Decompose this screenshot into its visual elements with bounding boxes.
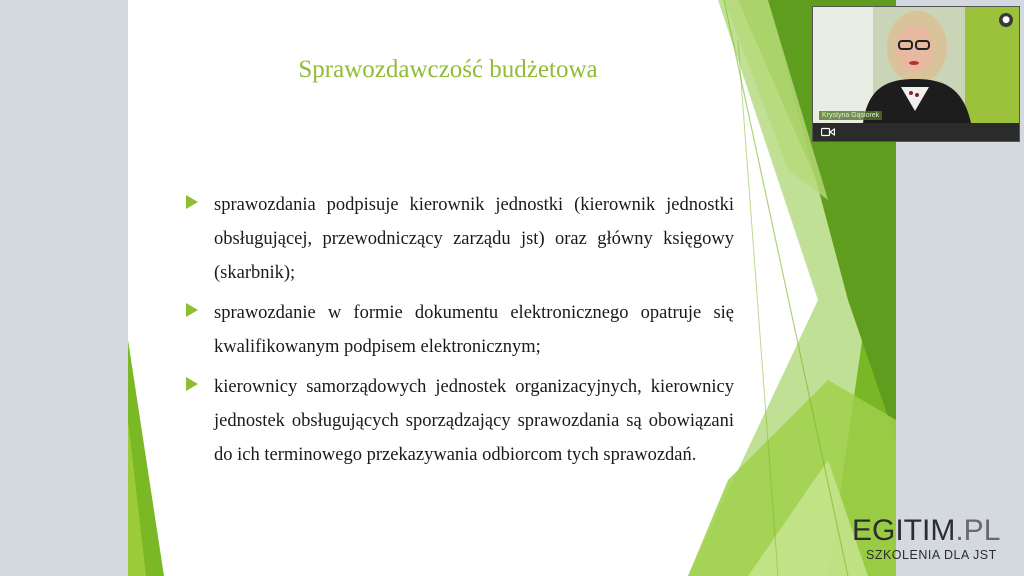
bullet-text: sprawozdanie w formie dokumentu elektronicznego opatruje się kwalifikowanym podpisem elektronicznym; <box>214 303 734 357</box>
bullet-text: sprawozdania podpisuje kierownik jednostki (kierownik jednostki obsługującej, przewodniczący zarządu jst) oraz główny księgowy (skarbnik); <box>214 195 734 283</box>
webcam-video-tile[interactable] <box>812 6 1020 142</box>
video-control-bar <box>813 123 1019 141</box>
brand-tagline: SZKOLENIA DLA JST <box>866 548 997 562</box>
slide-title: Sprawozdawczość budżetowa <box>298 56 598 83</box>
presenter-figure <box>813 7 1019 123</box>
triangle-bullet-icon <box>186 377 198 391</box>
microphone-icon[interactable]: ● <box>999 13 1013 27</box>
presentation-slide <box>128 0 896 576</box>
brand-watermark <box>852 516 1022 572</box>
bullet-list <box>186 188 734 478</box>
list-item <box>186 188 734 290</box>
list-item <box>186 296 734 364</box>
list-item <box>186 370 734 472</box>
triangle-bullet-icon <box>186 195 198 209</box>
brand-logo: EGITIM.PL <box>852 514 1001 547</box>
participant-name: Krystyna Gąsiorek <box>819 111 882 120</box>
video-camera-icon[interactable] <box>821 127 835 137</box>
triangle-bullet-icon <box>186 303 198 317</box>
bullet-text: kierownicy samorządowych jednostek organizacyjnych, kierownicy jednostek obsługujących sporządzający sprawozdania są obowiązani do ich terminowego przekazywania odbiorcom tych sprawozdań. <box>214 377 734 465</box>
